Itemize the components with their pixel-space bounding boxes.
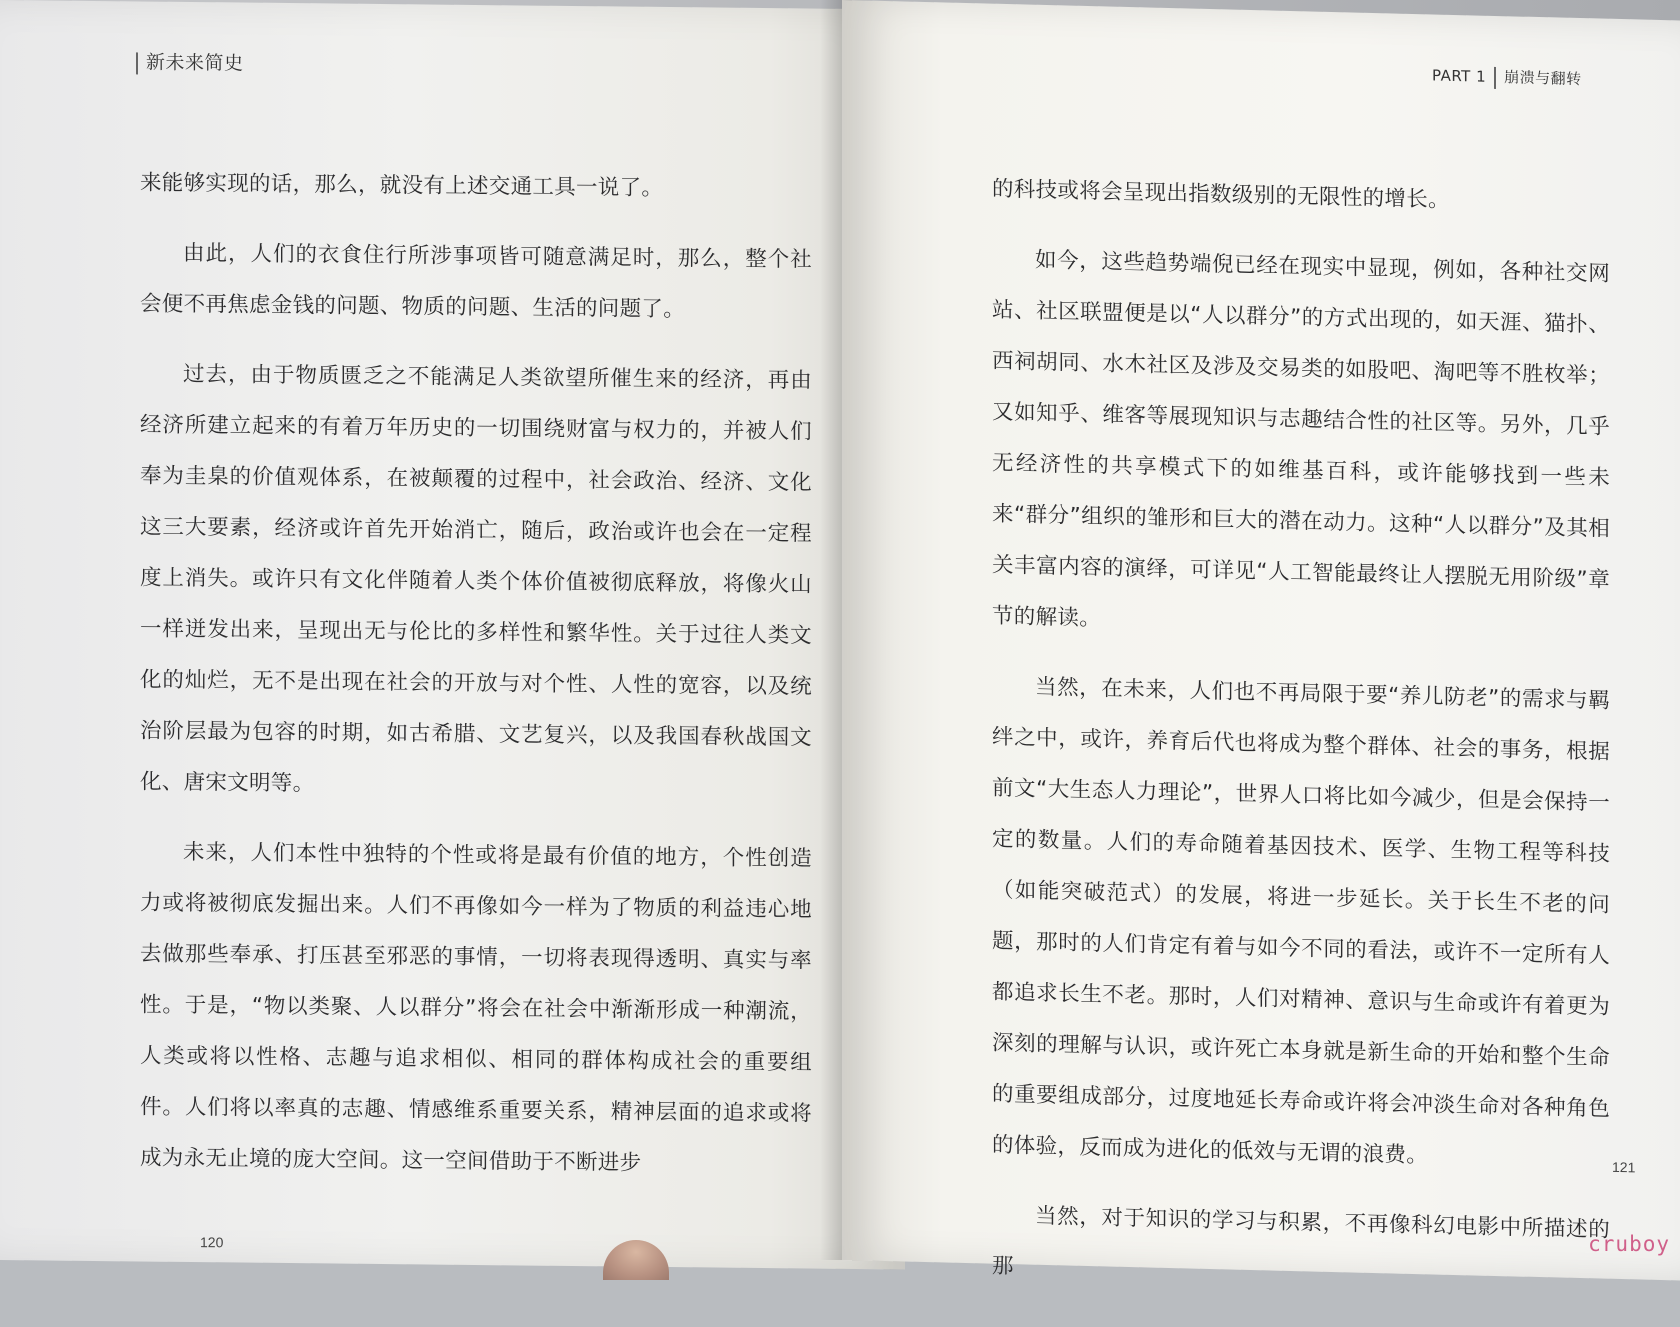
page-number-right: 121 bbox=[1612, 1158, 1636, 1176]
running-head-right bbox=[1432, 64, 1582, 90]
chapter-title: 崩溃与翻转 bbox=[1504, 68, 1582, 89]
watermark: cruboy bbox=[1588, 1232, 1670, 1256]
paragraph: 来能够实现的话，那么，就没有上述交通工具一说了。 bbox=[140, 170, 664, 201]
paragraph: 如今，这些趋势端倪已经在现实中显现，例如，各种社交网站、社区联盟便是以“人以群分”的方式出现的，如天涯、猫扑、西祠胡同、水木社区及涉及交易类的如股吧、淘吧等不胜枚举；又如知乎、维客等展现知识与志趣结合性的社区等。另外，几乎无经济性的共享模式下的如维基百科，或许能够找到一些未来“群分”组织的雏形和巨大的潜在动力。这种“人以群分”及其相关丰富内容的演绎，可详见“人工智能最终让人摆脱无用阶级”章节的解读。 bbox=[992, 247, 1610, 632]
left-body-text bbox=[140, 157, 812, 1209]
paragraph: 当然，对于知识的学习与积累，不再像科幻电影中所描述的那 bbox=[992, 1203, 1610, 1280]
running-head-left bbox=[128, 47, 244, 75]
head-divider bbox=[1494, 66, 1496, 88]
head-divider bbox=[136, 52, 138, 74]
book-title: 新未来简史 bbox=[146, 51, 244, 75]
paragraph: 当然，在未来，人们也不再局限于要“养儿防老”的需求与羁绊之中，或许，养育后代也将成为整个群体、社会的事务，根据前文“大生态人力理论”，世界人口将比如今减少，但是会保持一定的数量。人们的寿命随着基因技术、医学、生物工程等科技（如能突破范式）的发展，将进一步延长。关于长生不老的问题，那时的人们肯定有着与如今不同的看法，或许不一定所有人都追求长生不老。那时，人们对精神、意识与生命或许有着更为深刻的理解与认识，或许死亡本身就是新生命的开始和整个生命的重要组成部分，过度地延长寿命或许将会冲淡生命对各种角色的体验，反而成为进化的低效与无谓的浪费。 bbox=[992, 674, 1610, 1169]
right-body-text bbox=[992, 164, 1610, 1326]
page-number-left: 120 bbox=[200, 1234, 224, 1251]
paragraph: 由此，人们的衣食住行所涉事项皆可随意满足时，那么，整个社会便不再焦虑金钱的问题、物质的问题、生活的问题了。 bbox=[140, 240, 812, 323]
paragraph: 的科技或将会呈现出指数级别的无限性的增长。 bbox=[992, 176, 1450, 213]
right-page bbox=[842, 0, 1680, 1280]
paragraph: 未来，人们本性中独特的个性或将是最有价值的地方，个性创造力或将被彻底发掘出来。人们不再像如今一样为了物质的利益违心地去做那些奉承、打压甚至邪恶的事情，一切将表现得透明、真实与率性。于是，“物以类聚、人以群分”将会在社会中渐渐形成一种潮流，人类或将以性格、志趣与追求相似、相同的群体构成社会的重要组件。人们将以率真的志趣、情感维系重要关系，精神层面的追求或将成为永无止境的庞大空间。这一空间借助于不断进步 bbox=[140, 839, 812, 1176]
paragraph: 过去，由于物质匮乏之不能满足人类欲望所催生来的经济，再由经济所建立起来的有着万年历史的一切围绕财富与权力的，并被人们奉为圭臬的价值观体系，在被颠覆的过程中，社会政治、经济、文化这三大要素，经济或许首先开始消亡，随后，政治或许也会在一定程度上消失。或许只有文化伴随着人类个体价值被彻底释放，将像火山一样迸发出来，呈现出无与伦比的多样性和繁华性。关于过往人类文化的灿烂，无不是出现在社会的开放与对个性、人性的宽容，以及统治阶层最为包容的时期，如古希腊、文艺复兴，以及我国春秋战国文化、唐宋文明等。 bbox=[140, 361, 812, 797]
part-label: PART 1 bbox=[1432, 66, 1487, 86]
